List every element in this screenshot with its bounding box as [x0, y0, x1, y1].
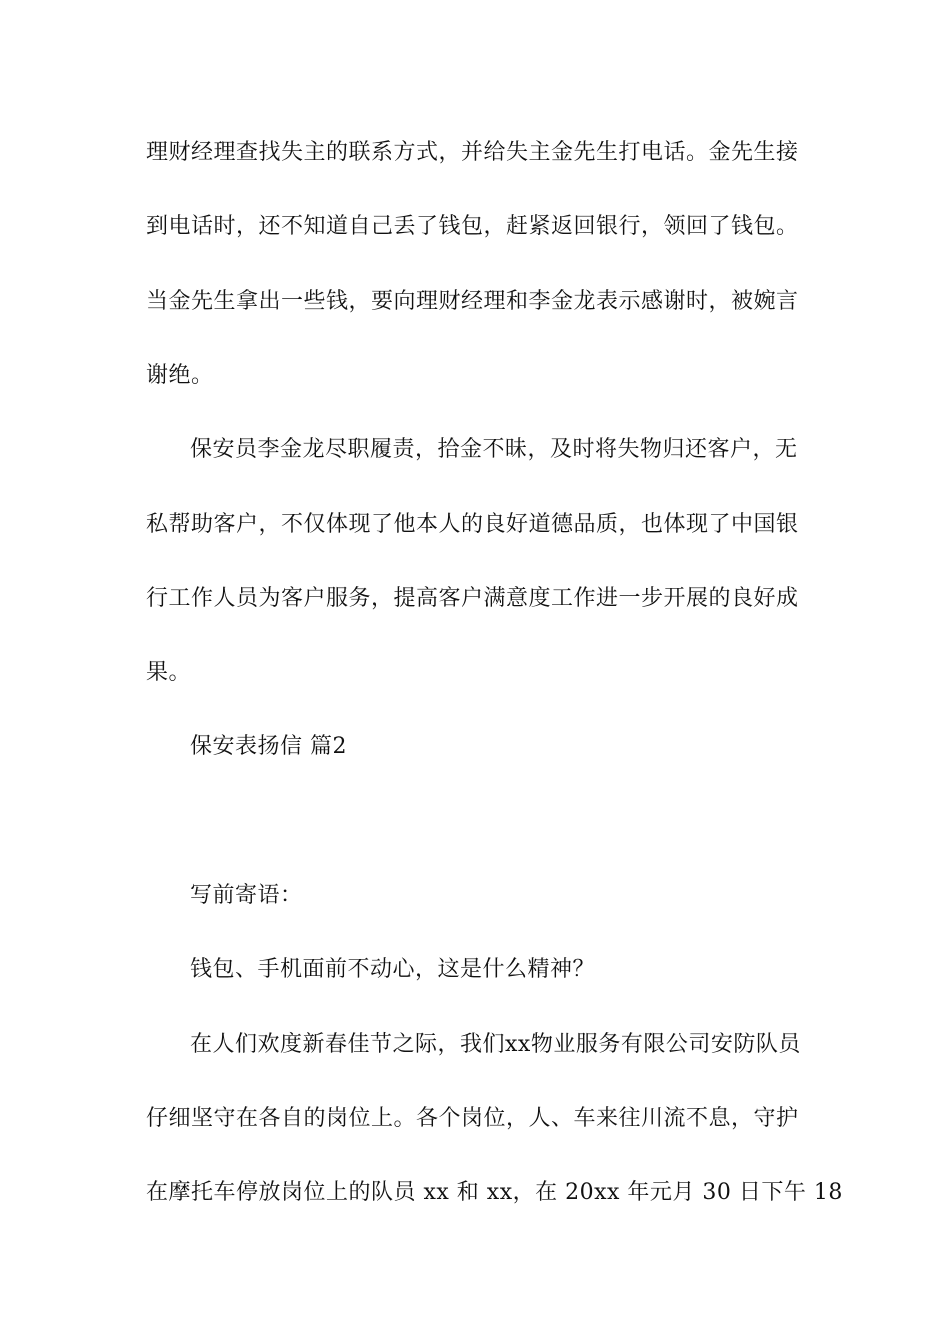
- paragraph-line: 写前寄语：: [190, 883, 303, 908]
- paragraph-line: 行工作人员为客户服务，提高客户满意度工作进一步开展的良好成: [146, 586, 799, 611]
- paragraph-line: 理财经理查找失主的联系方式，并给失主金先生打电话。金先生接: [146, 140, 799, 165]
- paragraph-line: 钱包、手机面前不动心，这是什么精神？: [190, 957, 596, 982]
- paragraph-line: 在人们欢度新春佳节之际，我们xx物业服务有限公司安防队员: [190, 1032, 801, 1057]
- paragraph-line: 仔细坚守在各自的岗位上。各个岗位，人、车来往川流不息，守护: [146, 1106, 799, 1131]
- section-heading: 保安表扬信 篇2: [190, 734, 347, 759]
- paragraph-line: 私帮助客户，不仅体现了他本人的良好道德品质，也体现了中国银: [146, 512, 799, 537]
- paragraph-line: 当金先生拿出一些钱，要向理财经理和李金龙表示感谢时，被婉言: [146, 289, 799, 314]
- paragraph-line: 保安员李金龙尽职履责，拾金不昧，及时将失物归还客户，无: [190, 437, 798, 462]
- paragraph-line: 到电话时，还不知道自己丢了钱包，赶紧返回银行，领回了钱包。: [146, 214, 799, 239]
- paragraph-line: 谢绝。: [146, 363, 214, 388]
- paragraph-line: 果。: [146, 660, 192, 685]
- paragraph-line: 在摩托车停放岗位上的队员 xx 和 xx，在 20xx 年元月 30 日下午 18: [146, 1180, 843, 1205]
